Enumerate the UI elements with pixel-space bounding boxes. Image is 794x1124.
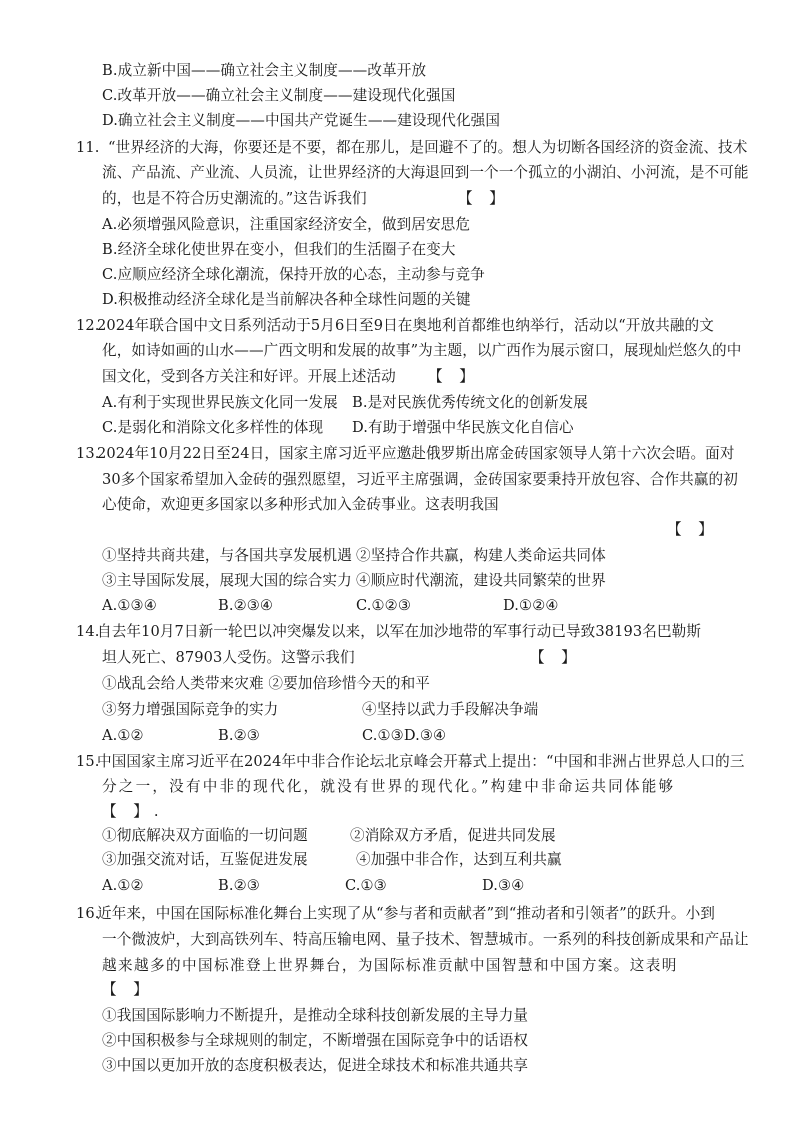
q13-choice-d: D.①②④ bbox=[503, 597, 559, 614]
q14-choice-cd: C.①③D.③④ bbox=[362, 727, 447, 744]
q12-number: 12. bbox=[76, 317, 100, 334]
q13-statement: ③主导国际发展，展现大国的综合实力 bbox=[102, 572, 352, 589]
q16-stem-line: 越来越多的中国标准登上世界舞台，为国际标准贡献中国智慧和中国方案。这表明 bbox=[102, 957, 678, 974]
q14-choice-a: A.①② bbox=[102, 727, 144, 744]
q12-option-d: D.有助于增强中华民族文化自信心 bbox=[352, 419, 574, 436]
q11-stem-line: 流、产品流、产业流、人员流，让世界经济的大海退回到一个一个孤立的小湖泊、小河流，是不可能 bbox=[102, 164, 749, 181]
q11-answer-bracket: 【 】 bbox=[458, 190, 510, 207]
q13-stem-line: 2024年10月22日至24日，国家主席习近平应邀赴俄罗斯出席金砖国家领导人第十六次会晤。面对 bbox=[97, 445, 735, 462]
q14-statement: ①战乱会给人类带来灾难 ②要加倍珍惜今天的和平 bbox=[102, 675, 431, 692]
q11-option-d: D.积极推动经济全球化是当前解决各种全球性问题的关键 bbox=[102, 291, 471, 308]
q12-stem-line: 化，如诗如画的山水——广西文明和发展的故事”为主题，以广西作为展示窗口，展现灿烂悠久的中 bbox=[102, 342, 742, 359]
q12-option-a: A.有利于实现世界民族文化同一发展 bbox=[102, 394, 338, 411]
q15-number: 15. bbox=[76, 753, 100, 770]
q16-statement: ③中国以更加开放的态度积极表达，促进全球技术和标准共通共享 bbox=[102, 1057, 529, 1074]
q16-answer-bracket: 【 】 bbox=[102, 981, 154, 998]
q13-statement: ①坚持共商共建，与各国共享发展机遇 bbox=[102, 547, 352, 564]
q15-statement: ④加强中非合作，达到互利共赢 bbox=[356, 851, 562, 868]
q11-option-a: A.必须增强风险意识，注重国家经济安全，做到居安思危 bbox=[102, 216, 471, 233]
q15-answer-bracket: 【 】. bbox=[102, 803, 165, 820]
q14-stem-line: 自去年10月7日新一轮巴以冲突爆发以来，以军在加沙地带的军事行动已导致38193名巴勒斯 bbox=[97, 623, 702, 640]
q15-statement: ③加强交流对话，互鉴促进发展 bbox=[102, 851, 308, 868]
q13-answer-bracket: 【 】 bbox=[667, 521, 719, 538]
q16-statement: ①我国国际影响力不断提升，是推动全球科技创新发展的主导力量 bbox=[102, 1007, 529, 1024]
q13-choice-a: A.①③④ bbox=[102, 597, 157, 614]
q10-option-b: B.成立新中国——确立社会主义制度——改革开放 bbox=[102, 62, 427, 79]
q15-statement: ①彻底解决双方面临的一切问题 bbox=[102, 827, 308, 844]
q12-stem-line: 国文化，受到各方关注和好评。开展上述活动 bbox=[102, 368, 396, 385]
q15-choice-d: D.③④ bbox=[482, 877, 525, 894]
q14-statement: ④坚持以武力手段解决争端 bbox=[362, 701, 539, 718]
q12-option-c: C.是弱化和消除文化多样性的体现 bbox=[102, 419, 324, 436]
q14-choice-b: B.②③ bbox=[218, 727, 260, 744]
q16-statement: ②中国积极参与全球规则的制定，不断增强在国际竞争中的话语权 bbox=[102, 1032, 529, 1049]
q13-statement: ④顺应时代潮流，建设共同繁荣的世界 bbox=[356, 572, 606, 589]
q11-option-b: B.经济全球化使世界在变小，但我们的生活圈子在变大 bbox=[102, 241, 456, 258]
q13-stem-line: 30多个国家希望加入金砖的强烈愿望，习近平主席强调，金砖国家要秉持开放包容、合作共赢的初 bbox=[102, 471, 738, 488]
q13-choice-c: C.①②③ bbox=[356, 597, 412, 614]
q10-option-c: C.改革开放——确立社会主义制度——建设现代化强国 bbox=[102, 87, 456, 104]
q16-stem-line: 一个微波炉，大到高铁列车、特高压输电网、量子技术、智慧城市。一系列的科技创新成果和产品让 bbox=[102, 931, 749, 948]
q10-option-d: D.确立社会主义制度——中国共产党诞生——建设现代化强国 bbox=[102, 112, 501, 129]
q13-choice-b: B.②③④ bbox=[218, 597, 274, 614]
q12-answer-bracket: 【 】 bbox=[428, 368, 480, 385]
q16-stem-line: 近年来，中国在国际标准化舞台上实现了从“参与者和贡献者”到“推动者和引领者”的跃升。小到 bbox=[97, 905, 715, 922]
q11-option-c: C.应顺应经济全球化潮流，保持开放的心态，主动参与竞争 bbox=[102, 266, 485, 283]
q15-stem-line: 分之一，没有中非的现代化，就没有世界的现代化。”构建中非命运共同体能够 bbox=[102, 778, 676, 795]
q13-statement: ②坚持合作共赢，构建人类命运共同体 bbox=[356, 547, 606, 564]
q14-statement: ③努力增强国际竞争的实力 bbox=[102, 701, 279, 718]
q15-choice-a: A.①② bbox=[102, 877, 144, 894]
q11-number: 11. bbox=[76, 139, 100, 156]
q14-number: 14. bbox=[76, 623, 100, 640]
q15-stem-line: 中国国家主席习近平在2024年中非合作论坛北京峰会开幕式上提出：“中国和非洲占世界总人口的三 bbox=[97, 753, 745, 770]
q11-stem-line: 的，也是不符合历史潮流的。”这告诉我们 bbox=[102, 190, 367, 207]
q12-stem-line: 2024年联合国中文日系列活动于5月6日至9日在奥地利首都维也纳举行，活动以“开放共融的文 bbox=[97, 317, 714, 334]
q15-choice-b: B.②③ bbox=[218, 877, 260, 894]
q13-stem-line: 心使命，欢迎更多国家以多种形式加入金砖事业。这表明我国 bbox=[102, 496, 499, 513]
q12-option-b: B.是对民族优秀传统文化的创新发展 bbox=[352, 394, 588, 411]
q11-stem-line: “世界经济的大海，你要还是不要，都在那儿，是回避不了的。想人为切断各国经济的资金流、技术 bbox=[108, 139, 748, 156]
q13-number: 13. bbox=[76, 445, 100, 462]
q14-answer-bracket: 【 】 bbox=[530, 649, 582, 666]
q15-statement: ②消除双方矛盾，促进共同发展 bbox=[350, 827, 556, 844]
q14-stem-line: 坦人死亡、87903人受伤。这警示我们 bbox=[102, 649, 355, 666]
q16-number: 16. bbox=[76, 905, 100, 922]
q15-choice-c: C.①③ bbox=[345, 877, 387, 894]
